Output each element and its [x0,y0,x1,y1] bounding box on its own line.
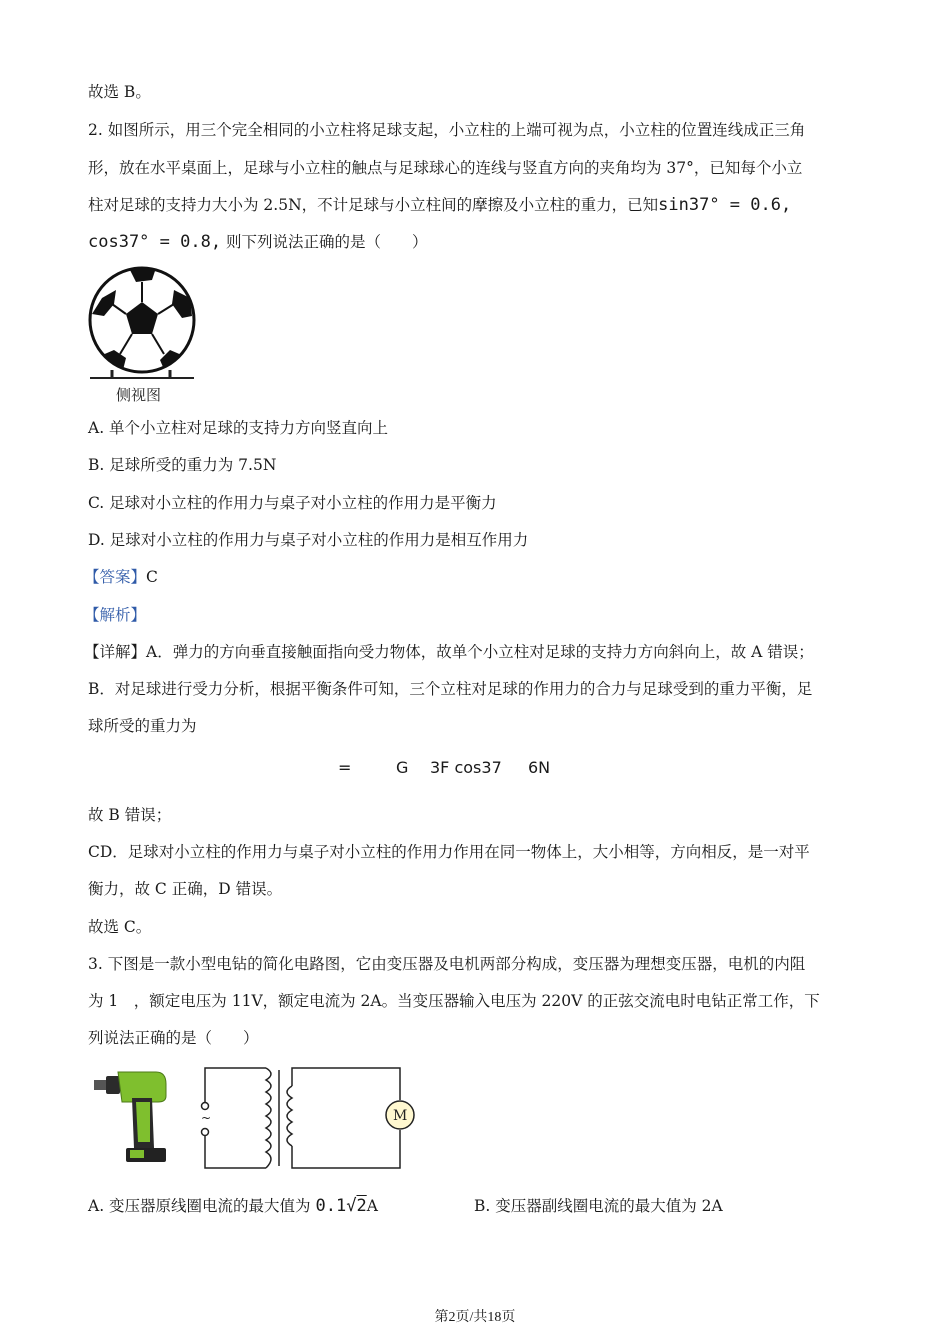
text-line: 故选 C。 [88,918,152,936]
text-line: 列说法正确的是（ ） [88,1029,259,1047]
soccer-ball-figure [86,262,198,404]
answer-line [84,567,158,587]
circuit-diagram [196,1062,416,1172]
option-a: A. 单个小立柱对足球的支持力方向竖直向上 [88,419,389,437]
equation-g: G [396,758,409,777]
text-line: 为 1 ，额定电压为 11V，额定电流为 2A。当变压器输入电压为 220V 的正弦交流电时电钻正常工作，下 [88,992,820,1010]
text-span: 则下列说法正确的是（ ） [226,233,428,251]
svg-text:~: ~ [201,1111,212,1125]
text-line: 故选 B。 [88,83,151,101]
detail-tag: 【详解】 [84,643,147,661]
text-line: B．对足球进行受力分析，根据平衡条件可知，三个立柱对足球的作用力的合力与足球受到的重力平衡，足 [88,680,813,698]
soccer-ball-icon [86,262,198,404]
figure-caption: 侧视图 [116,386,162,404]
drill-icon [92,1068,172,1166]
equation-equals: = [338,758,352,777]
transformer-circuit-diagram [196,1062,416,1172]
option-c: C. 足球对小立柱的作用力与桌子对小立柱的作用力是平衡力 [88,494,497,512]
text-line: CD．足球对小立柱的作用力与桌子对小立柱的作用力作用在同一物体上，大小相等，方向相反，是一对平 [88,843,810,861]
text-line: 球所受的重力为 [88,717,197,735]
motor-label: M [393,1108,408,1124]
math-sin: sin37° = 0.6, [658,195,792,215]
text-line: 故 B 错误； [88,806,172,824]
detail-line [84,642,814,662]
analysis-tag: 【解析】 [84,606,147,624]
sqrt-symbol: √2 [346,1196,367,1216]
text-line [88,232,428,252]
option-b: B. 足球所受的重力为 7.5N [88,456,277,474]
math-value: 0.1 [315,1196,347,1216]
electric-drill-image [92,1068,172,1166]
analysis-line [84,605,146,625]
unit-text: A [366,1197,378,1215]
q3-option-a [88,1196,378,1216]
equation-force: 3F cos37 [430,758,502,777]
text-line: 形，放在水平桌面上，足球与小立柱的触点与足球球心的连线与竖直方向的夹角均为 37°，已知每个小立 [88,159,803,177]
page-footer: 第2页/共18页 [434,1310,516,1325]
math-cos: cos37° = 0.8, [88,232,222,252]
answer-tag: 【答案】 [84,568,147,586]
option-d: D. 足球对小立柱的作用力与桌子对小立柱的作用力是相互作用力 [88,531,529,549]
text-line [88,195,791,215]
detail-text: A．弹力的方向垂直接触面指向受力物体，故单个小立柱对足球的支持力方向斜向上，故 A 错误； [146,643,814,661]
sqrt-radicand: 2 [356,1196,367,1216]
equation-result: 6N [528,758,551,777]
q3-option-b: B. 变压器副线圈电流的最大值为 2A [474,1197,723,1215]
question-2-line: 2. 如图所示，用三个完全相同的小立柱将足球支起，小立柱的上端可视为点，小立柱的位置连线成正三角 [88,121,806,139]
answer-value: C [146,568,158,586]
question-3-line: 3. 下图是一款小型电钻的简化电路图，它由变压器及电机两部分构成，变压器为理想变压器，电机的内阻 [88,955,806,973]
text-span: A. 变压器原线圈电流的最大值为 [88,1197,311,1215]
text-line: 衡力，故 C 正确，D 错误。 [88,880,283,898]
text-span: 柱对足球的支持力大小为 2.5N，不计足球与小立柱间的摩擦及小立柱的重力，已知 [88,196,659,214]
